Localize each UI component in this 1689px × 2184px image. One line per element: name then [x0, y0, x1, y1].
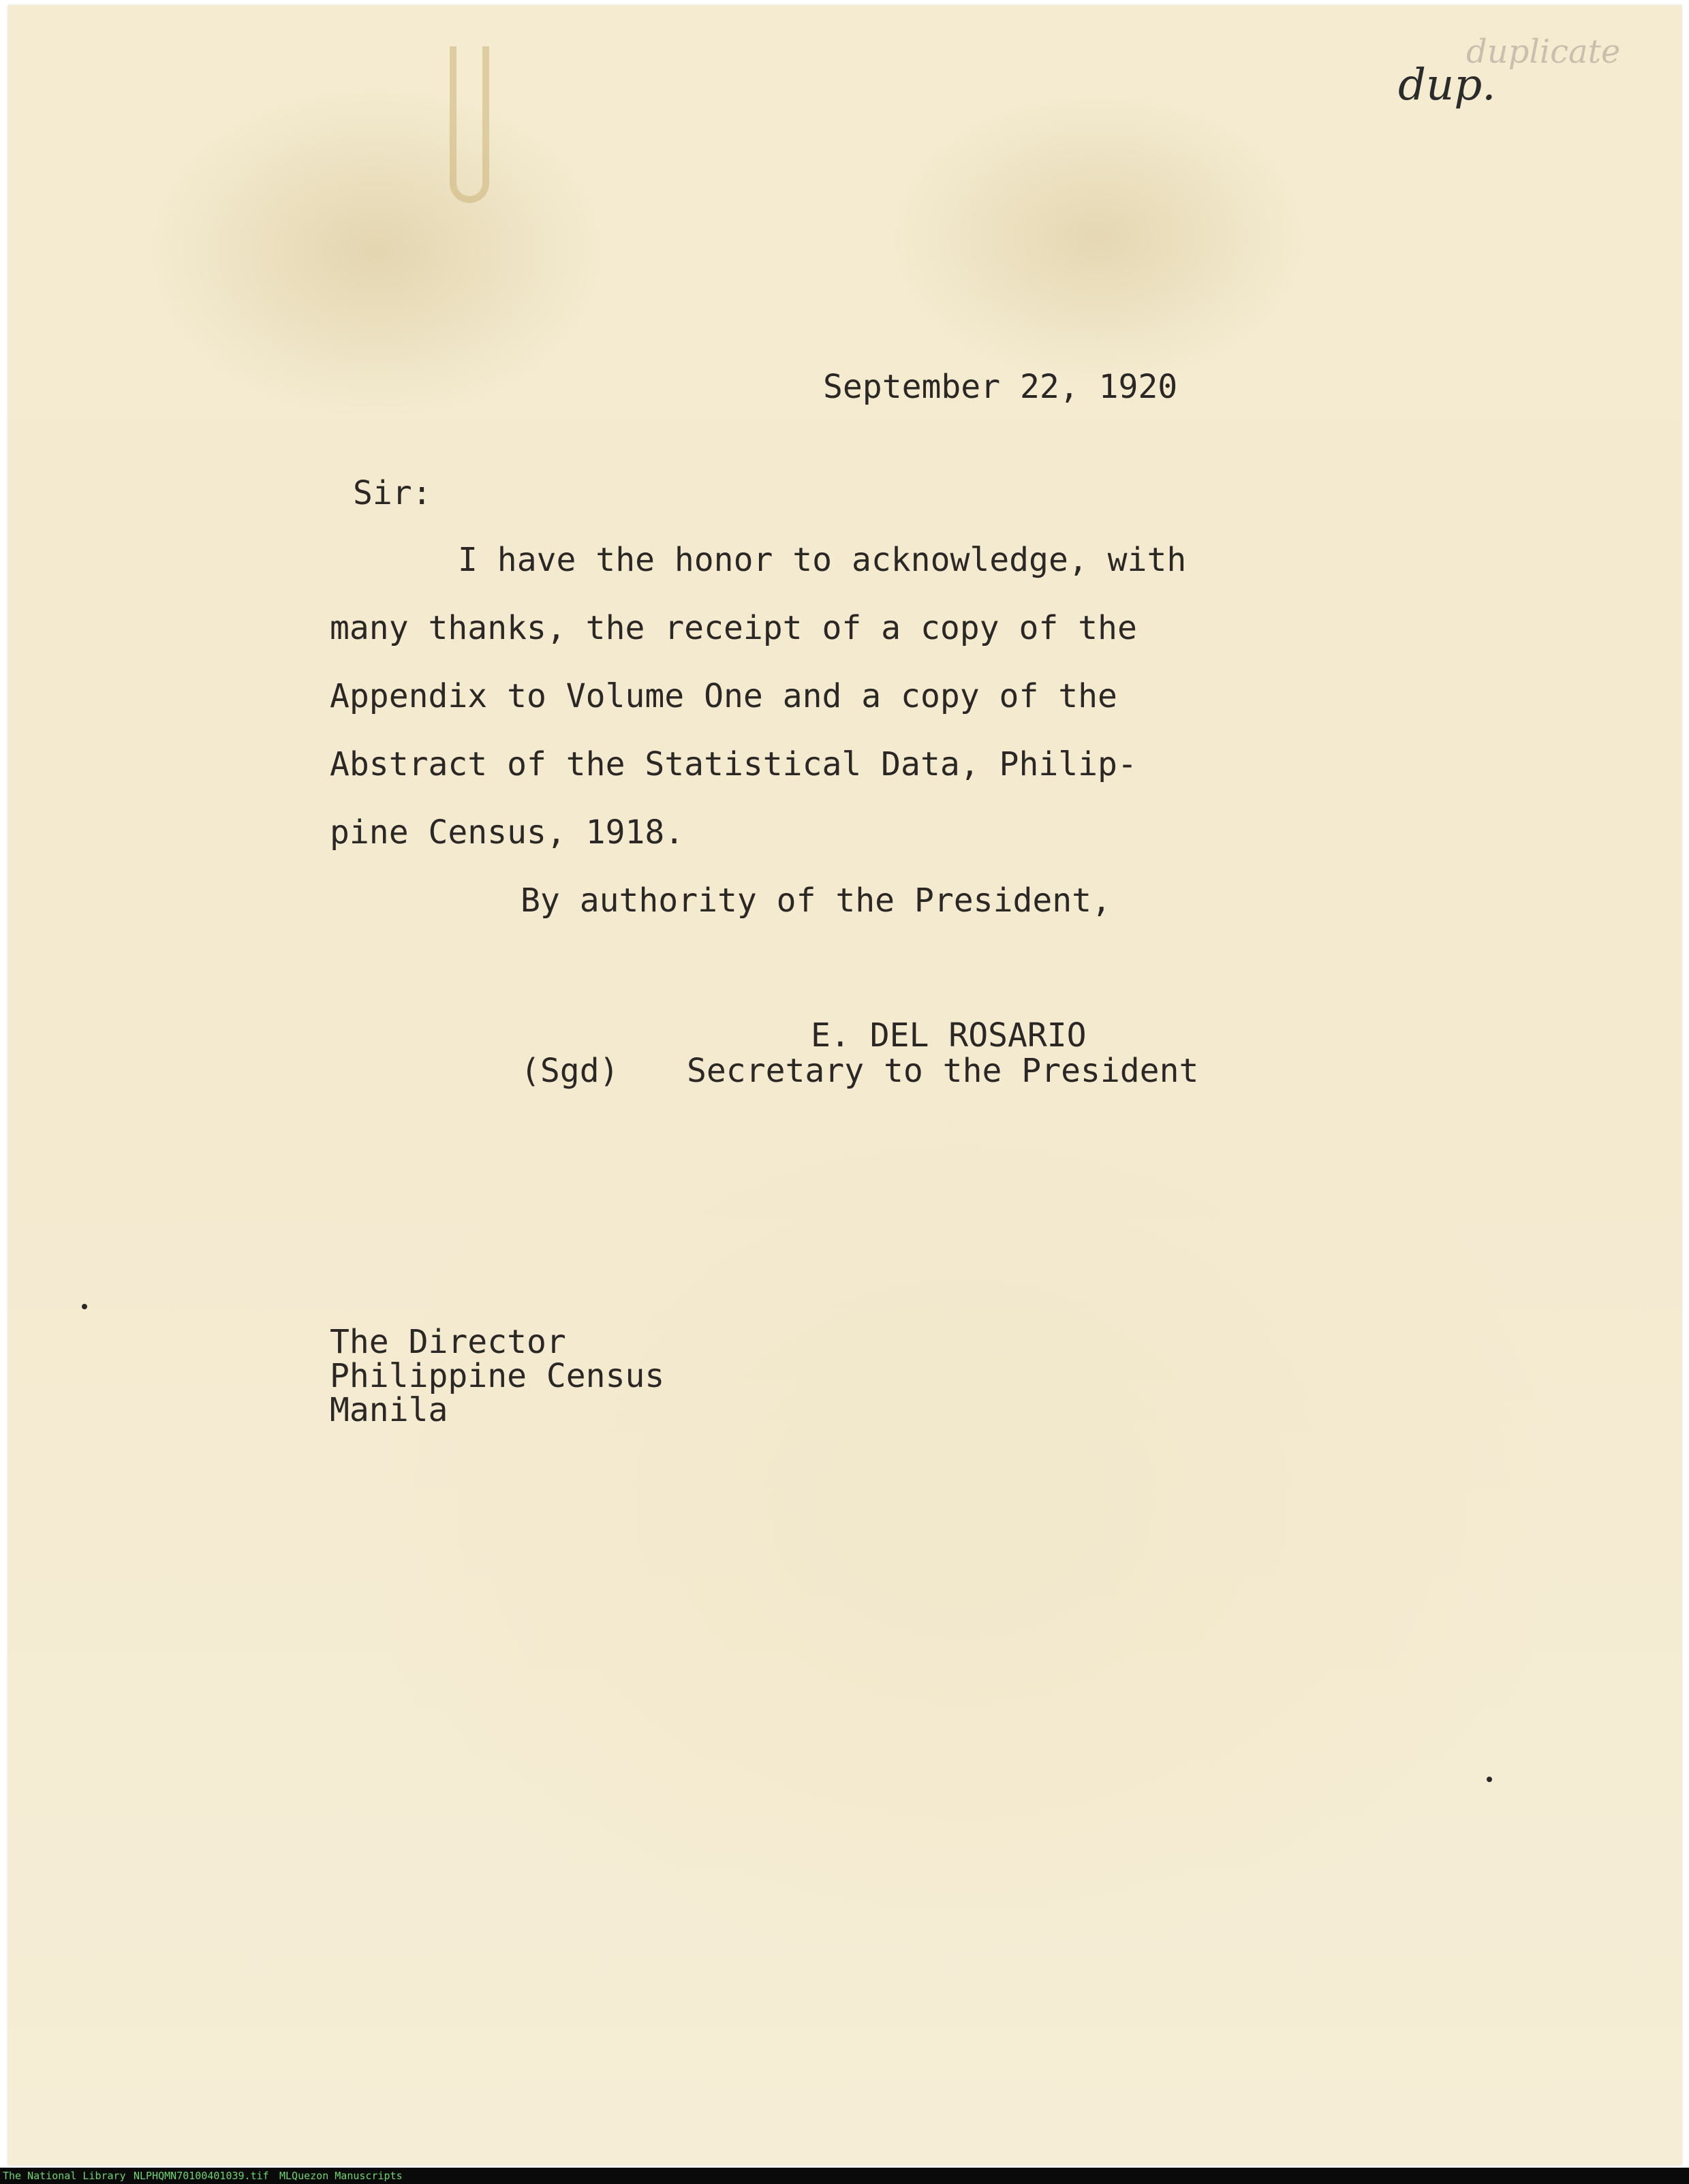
- ink-speck: [1487, 1777, 1492, 1782]
- footer-library: The National Library: [3, 2170, 126, 2182]
- paperclip-stain: [450, 46, 489, 203]
- ink-speck: [82, 1304, 87, 1309]
- footer-collection: MLQuezon Manuscripts: [279, 2170, 403, 2182]
- scan-footer-bar: [0, 2168, 1689, 2184]
- letter-date: September 22, 1920: [823, 368, 1178, 406]
- signed-mark: (Sgd): [521, 1052, 619, 1090]
- letter-paper: [8, 5, 1682, 2165]
- body-line: Appendix to Volume One and a copy of the: [330, 677, 1117, 715]
- body-line: pine Census, 1918.: [330, 813, 685, 852]
- addressee-line: The Director: [330, 1323, 566, 1361]
- signer-title: Secretary to the President: [687, 1052, 1199, 1090]
- addressee-line: Manila: [330, 1391, 448, 1429]
- footer-filename: NLPHQMN70100401039.tif: [134, 2170, 269, 2182]
- faint-annotation: duplicate: [1466, 33, 1621, 71]
- handwritten-annotation: dup.: [1398, 60, 1496, 110]
- closing-line: By authority of the President,: [521, 882, 1111, 920]
- body-line: I have the honor to acknowledge, with: [458, 541, 1187, 579]
- body-line: many thanks, the receipt of a copy of the: [330, 609, 1137, 647]
- addressee-line: Philippine Census: [330, 1357, 665, 1395]
- salutation: Sir:: [353, 474, 432, 512]
- signer-name: E. DEL ROSARIO: [811, 1016, 1087, 1055]
- body-line: Abstract of the Statistical Data, Philip-: [330, 745, 1137, 783]
